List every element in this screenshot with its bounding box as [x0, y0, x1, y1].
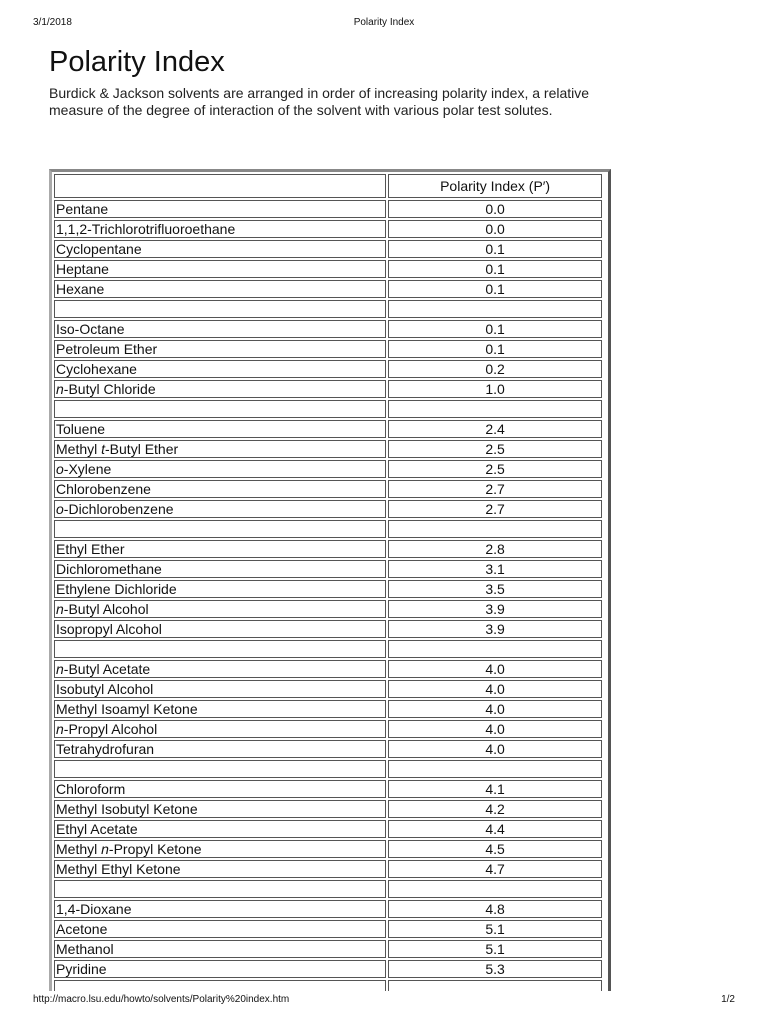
spacer-cell — [54, 980, 386, 991]
table-row — [54, 960, 602, 978]
table-row — [54, 320, 602, 338]
spacer-cell — [388, 520, 602, 538]
solvent-name-italic: n — [101, 841, 109, 857]
solvent-name-cell — [54, 420, 386, 438]
table-spacer-row — [54, 400, 602, 418]
polarity-value-cell: 2.7 — [388, 480, 602, 498]
solvent-name-italic: o — [56, 461, 64, 477]
table-row — [54, 680, 602, 698]
solvent-name-cell — [54, 440, 386, 458]
spacer-cell — [388, 980, 602, 991]
table-spacer-row — [54, 880, 602, 898]
polarity-value-cell: 5.3 — [388, 960, 602, 978]
solvent-name-italic: n — [56, 661, 64, 677]
spacer-cell — [388, 880, 602, 898]
solvent-name-text: Iso-Octane — [56, 321, 125, 337]
table-header-row — [54, 174, 602, 198]
table-spacer-row — [54, 640, 602, 658]
solvent-name-cell — [54, 920, 386, 938]
table-spacer-row — [54, 980, 602, 991]
solvent-name-cell — [54, 480, 386, 498]
table-row — [54, 620, 602, 638]
solvent-name-cell — [54, 900, 386, 918]
polarity-value-cell: 4.7 — [388, 860, 602, 878]
table-row — [54, 240, 602, 258]
polarity-value-cell: 5.1 — [388, 940, 602, 958]
solvent-name-cell — [54, 560, 386, 578]
solvent-name-italic: n — [56, 721, 64, 737]
polarity-value-cell: 0.1 — [388, 280, 602, 298]
solvent-name-text: -Butyl Chloride — [63, 381, 156, 397]
solvent-name-text: Chlorobenzene — [56, 481, 151, 497]
table-row — [54, 200, 602, 218]
solvent-name-text: Acetone — [56, 921, 108, 937]
table-row — [54, 780, 602, 798]
solvent-name-cell — [54, 240, 386, 258]
polarity-value-cell: 2.8 — [388, 540, 602, 558]
table-spacer-row — [54, 520, 602, 538]
table-row — [54, 420, 602, 438]
polarity-value-cell: 5.1 — [388, 920, 602, 938]
spacer-cell — [388, 400, 602, 418]
solvent-name-cell — [54, 600, 386, 618]
polarity-value-cell: 0.1 — [388, 240, 602, 258]
solvent-name-text: Isopropyl Alcohol — [56, 621, 162, 637]
table-row — [54, 560, 602, 578]
solvent-name-text: Heptane — [56, 261, 109, 277]
table-row — [54, 440, 602, 458]
solvent-name-text: Petroleum Ether — [56, 341, 158, 357]
table-row — [54, 900, 602, 918]
table-row — [54, 800, 602, 818]
table-row — [54, 840, 602, 858]
page-title: Polarity Index — [49, 46, 225, 78]
polarity-value-cell: 4.0 — [388, 700, 602, 718]
table-row — [54, 940, 602, 958]
solvent-name-cell — [54, 700, 386, 718]
solvent-name-cell — [54, 860, 386, 878]
solvent-name-text: Methyl Isoamyl Ketone — [56, 701, 198, 717]
solvent-name-text: Methyl Ethyl Ketone — [56, 861, 181, 877]
solvent-name-cell — [54, 320, 386, 338]
solvent-name-cell — [54, 960, 386, 978]
table-row — [54, 660, 602, 678]
solvent-name-text: -Butyl Alcohol — [63, 601, 149, 617]
polarity-value-cell: 4.1 — [388, 780, 602, 798]
polarity-value-cell: 4.0 — [388, 660, 602, 678]
polarity-value-cell: 0.1 — [388, 340, 602, 358]
solvent-name-cell — [54, 280, 386, 298]
solvent-name-cell — [54, 540, 386, 558]
solvent-name-text: -Butyl Ether — [105, 441, 179, 457]
table-row — [54, 380, 602, 398]
solvent-name-cell — [54, 800, 386, 818]
print-page-number: 1/2 — [721, 994, 735, 1005]
solvent-name-italic: o — [56, 501, 64, 517]
polarity-value-cell: 1.0 — [388, 380, 602, 398]
spacer-cell — [388, 640, 602, 658]
polarity-value-cell: 3.9 — [388, 600, 602, 618]
polarity-value-cell: 2.7 — [388, 500, 602, 518]
solvent-name-text: Ethyl Acetate — [56, 821, 138, 837]
polarity-value-cell: 4.2 — [388, 800, 602, 818]
solvent-name-cell — [54, 500, 386, 518]
polarity-value-cell: 2.4 — [388, 420, 602, 438]
solvent-name-text: Methyl Isobutyl Ketone — [56, 801, 198, 817]
solvent-name-cell — [54, 680, 386, 698]
solvent-name-text: Methanol — [56, 941, 114, 957]
print-url: http://macro.lsu.edu/howto/solvents/Polarity%20index.htm — [33, 994, 290, 1005]
print-title: Polarity Index — [353, 17, 415, 28]
polarity-value-cell: 0.1 — [388, 260, 602, 278]
solvent-name-text: -Propyl Alcohol — [63, 721, 158, 737]
solvent-name-cell — [54, 260, 386, 278]
polarity-value-cell: 0.2 — [388, 360, 602, 378]
solvent-name-text: 1,1,2-Trichlorotrifluoroethane — [56, 221, 236, 237]
solvent-name-italic: t — [101, 441, 106, 457]
table-row — [54, 740, 602, 758]
table-row — [54, 860, 602, 878]
solvent-name-text: -Xylene — [63, 461, 112, 477]
table-row — [54, 580, 602, 598]
solvent-name-text: Chloroform — [56, 781, 126, 797]
solvent-name-cell — [54, 740, 386, 758]
print-date: 3/1/2018 — [33, 17, 72, 28]
solvent-name-text: Cyclopentane — [56, 241, 142, 257]
solvent-name-cell — [54, 200, 386, 218]
solvent-name-cell — [54, 940, 386, 958]
solvent-name-cell — [54, 580, 386, 598]
spacer-cell — [54, 640, 386, 658]
intro-paragraph: Burdick & Jackson solvents are arranged in order of increasing polarity index, a relative measure of the degree of interaction of the solvent with various polar test solutes. — [49, 85, 590, 118]
solvent-name-cell — [54, 720, 386, 738]
header-polarity-cell: Polarity Index (P′) — [388, 174, 602, 198]
solvent-name-prefix: Methyl — [56, 441, 102, 457]
solvent-name-text: Pentane — [56, 201, 109, 217]
polarity-value-cell: 0.1 — [388, 320, 602, 338]
solvent-name-cell — [54, 360, 386, 378]
polarity-value-cell: 4.0 — [388, 740, 602, 758]
table-row — [54, 700, 602, 718]
table-row — [54, 480, 602, 498]
solvent-name-cell — [54, 660, 386, 678]
solvent-name-cell — [54, 780, 386, 798]
polarity-value-cell: 3.5 — [388, 580, 602, 598]
table-row — [54, 280, 602, 298]
table-row — [54, 820, 602, 838]
solvent-name-cell — [54, 820, 386, 838]
table-row — [54, 720, 602, 738]
polarity-value-cell: 4.0 — [388, 720, 602, 738]
spacer-cell — [388, 760, 602, 778]
solvent-name-cell — [54, 340, 386, 358]
solvent-name-text: -Butyl Acetate — [63, 661, 151, 677]
solvent-name-prefix: Methyl — [56, 841, 102, 857]
solvent-name-text: Toluene — [56, 421, 106, 437]
table-row — [54, 920, 602, 938]
table-row — [54, 500, 602, 518]
polarity-value-cell: 2.5 — [388, 440, 602, 458]
solvent-name-text: Isobutyl Alcohol — [56, 681, 154, 697]
solvent-name-cell — [54, 460, 386, 478]
solvent-name-text: Ethylene Dichloride — [56, 581, 177, 597]
spacer-cell — [54, 400, 386, 418]
polarity-table — [52, 172, 604, 991]
spacer-cell — [54, 300, 386, 318]
table-row — [54, 460, 602, 478]
solvent-name-text: Ethyl Ether — [56, 541, 125, 557]
table-spacer-row — [54, 760, 602, 778]
polarity-value-cell: 3.9 — [388, 620, 602, 638]
spacer-cell — [54, 880, 386, 898]
solvent-name-text: Dichloromethane — [56, 561, 162, 577]
solvent-name-cell — [54, 380, 386, 398]
polarity-value-cell: 4.8 — [388, 900, 602, 918]
solvent-name-cell — [54, 220, 386, 238]
table-row — [54, 360, 602, 378]
solvent-name-text: Tetrahydrofuran — [56, 741, 155, 757]
spacer-cell — [54, 760, 386, 778]
polarity-value-cell: 0.0 — [388, 200, 602, 218]
polarity-table-frame — [49, 169, 611, 991]
solvent-name-text: Hexane — [56, 281, 105, 297]
table-row — [54, 540, 602, 558]
solvent-name-text: Cyclohexane — [56, 361, 137, 377]
solvent-name-text: -Propyl Ketone — [108, 841, 202, 857]
solvent-name-cell — [54, 840, 386, 858]
solvent-name-text: Pyridine — [56, 961, 107, 977]
spacer-cell — [388, 300, 602, 318]
solvent-name-italic: n — [56, 381, 64, 397]
solvent-name-text: -Dichlorobenzene — [63, 501, 174, 517]
table-spacer-row — [54, 300, 602, 318]
polarity-value-cell: 4.5 — [388, 840, 602, 858]
spacer-cell — [54, 520, 386, 538]
header-solvent-cell — [54, 174, 386, 198]
polarity-value-cell: 2.5 — [388, 460, 602, 478]
solvent-name-italic: n — [56, 601, 64, 617]
polarity-value-cell: 3.1 — [388, 560, 602, 578]
polarity-value-cell: 4.0 — [388, 680, 602, 698]
solvent-name-cell — [54, 620, 386, 638]
polarity-value-cell: 0.0 — [388, 220, 602, 238]
table-row — [54, 260, 602, 278]
table-row — [54, 600, 602, 618]
table-row — [54, 340, 602, 358]
solvent-name-text: 1,4-Dioxane — [56, 901, 132, 917]
table-row — [54, 220, 602, 238]
polarity-value-cell: 4.4 — [388, 820, 602, 838]
